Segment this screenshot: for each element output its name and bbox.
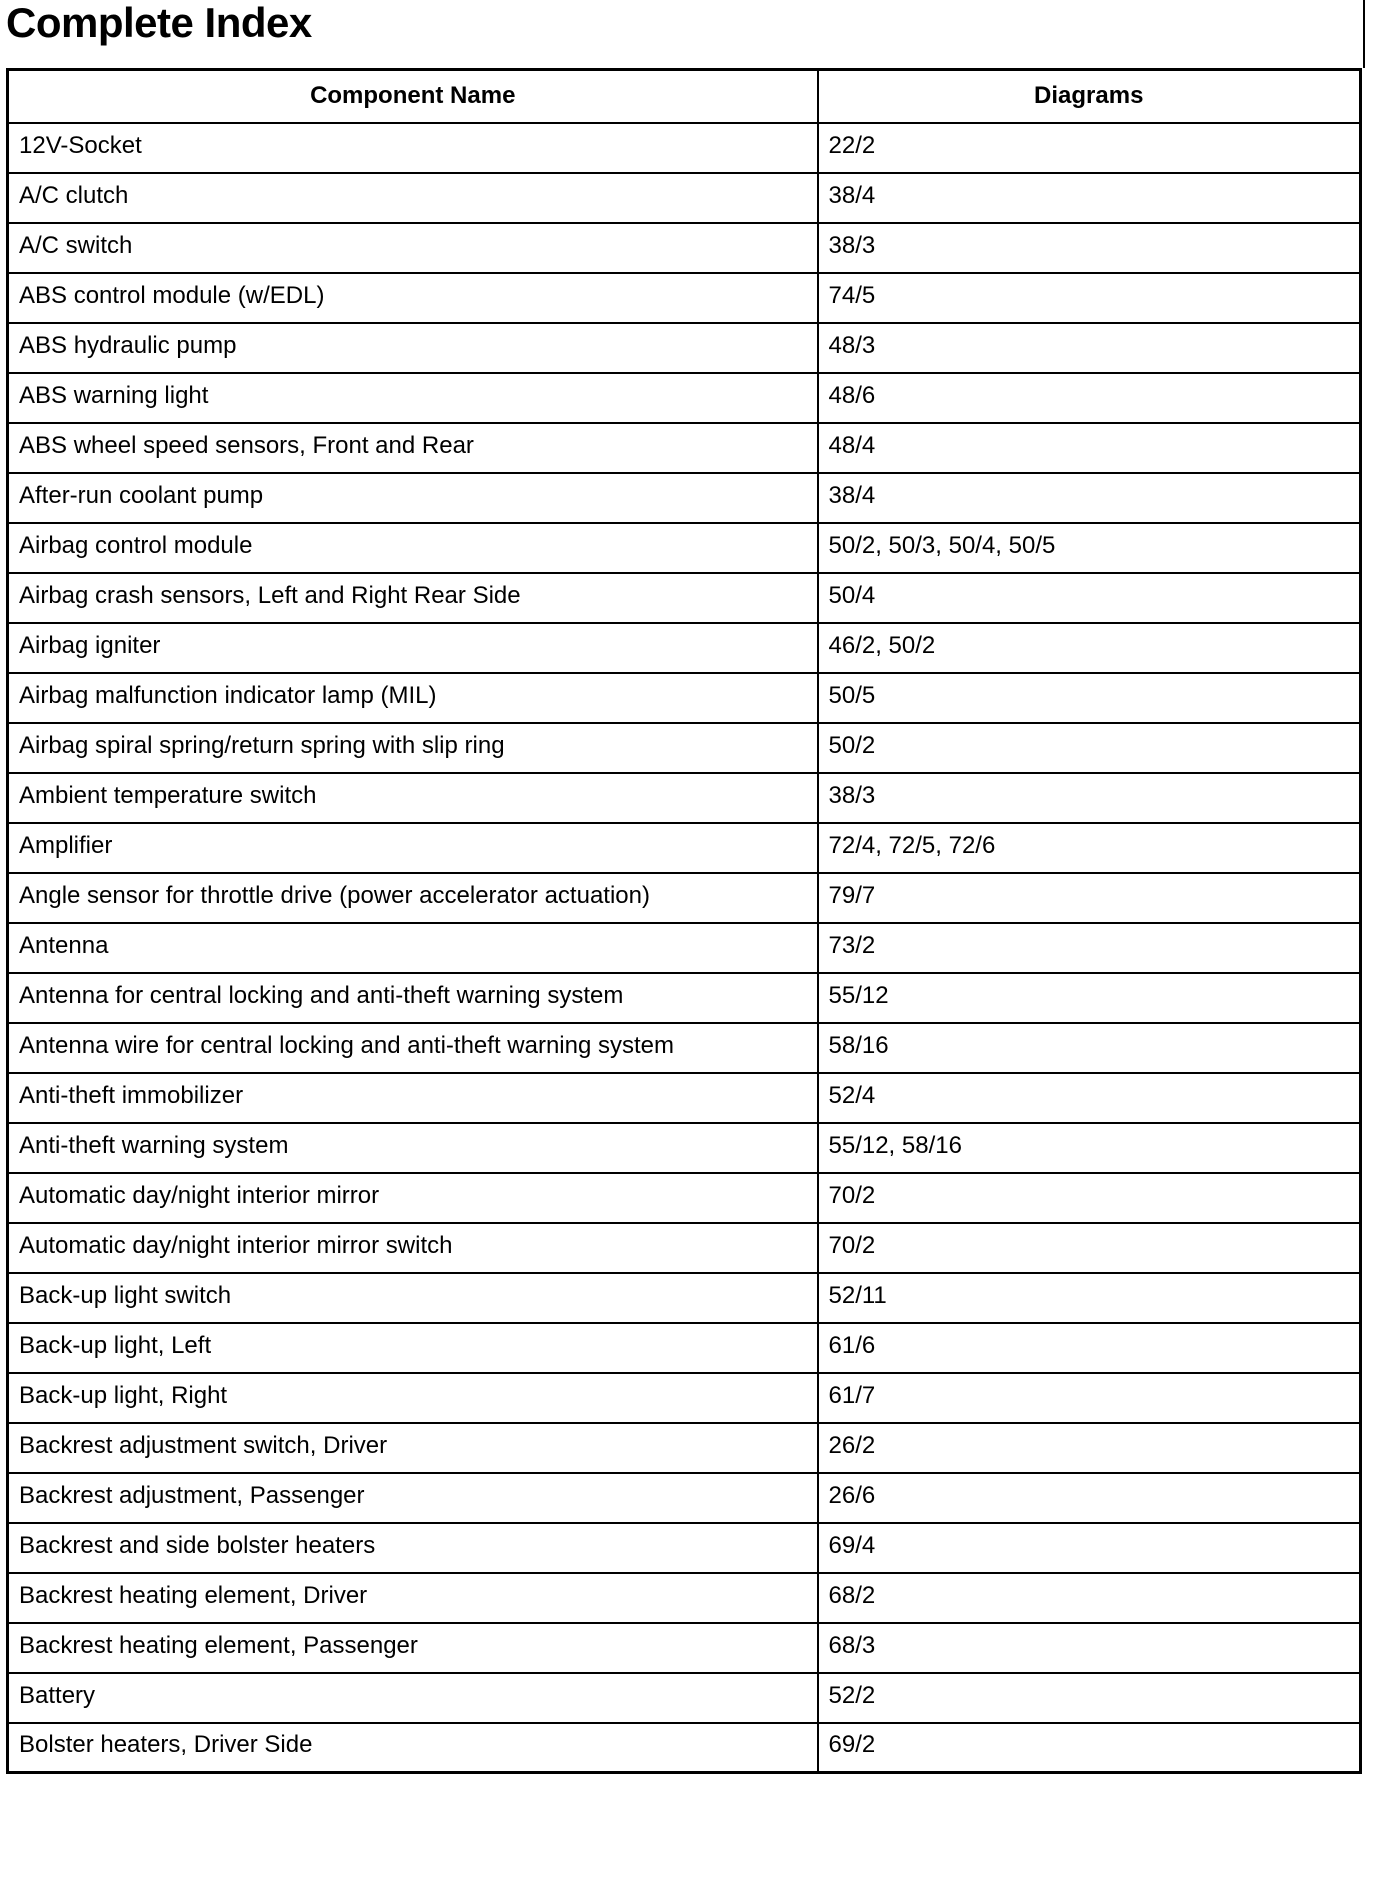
table-row	[8, 673, 1361, 723]
diagrams-cell: 38/3	[818, 773, 1361, 823]
diagrams-cell: 52/2	[818, 1673, 1361, 1723]
diagrams-cell: 48/3	[818, 323, 1361, 373]
component-name-cell: ABS warning light	[8, 373, 818, 423]
column-header-diagrams: Diagrams	[818, 70, 1361, 123]
component-name-cell: Back-up light switch	[8, 1273, 818, 1323]
component-name-cell: After-run coolant pump	[8, 473, 818, 523]
table-row	[8, 1523, 1361, 1573]
component-name-cell: Backrest heating element, Passenger	[8, 1623, 818, 1673]
column-header-component-name: Component Name	[8, 70, 818, 123]
diagrams-cell: 70/2	[818, 1173, 1361, 1223]
table-row	[8, 923, 1361, 973]
component-name-cell: Ambient temperature switch	[8, 773, 818, 823]
table-row	[8, 173, 1361, 223]
component-name-cell: ABS hydraulic pump	[8, 323, 818, 373]
table-row	[8, 423, 1361, 473]
component-index-table	[6, 68, 1362, 1774]
table-row	[8, 1023, 1361, 1073]
component-name-cell: Bolster heaters, Driver Side	[8, 1723, 818, 1773]
component-name-cell: Backrest and side bolster heaters	[8, 1523, 818, 1573]
page-title: Complete Index	[6, 0, 312, 46]
diagrams-cell: 26/2	[818, 1423, 1361, 1473]
table-row	[8, 1573, 1361, 1623]
table-row	[8, 1373, 1361, 1423]
table-row	[8, 1423, 1361, 1473]
table-row	[8, 1623, 1361, 1673]
diagrams-cell: 50/5	[818, 673, 1361, 723]
table-row	[8, 273, 1361, 323]
component-name-cell: ABS control module (w/EDL)	[8, 273, 818, 323]
component-name-cell: Airbag spiral spring/return spring with slip ring	[8, 723, 818, 773]
table-row	[8, 373, 1361, 423]
table-row	[8, 1073, 1361, 1123]
diagrams-cell: 52/4	[818, 1073, 1361, 1123]
component-name-cell: Backrest adjustment, Passenger	[8, 1473, 818, 1523]
table-row	[8, 1273, 1361, 1323]
diagrams-cell: 50/2	[818, 723, 1361, 773]
component-name-cell: Automatic day/night interior mirror switch	[8, 1223, 818, 1273]
component-name-cell: Back-up light, Left	[8, 1323, 818, 1373]
page-edge-line	[1363, 0, 1365, 68]
diagrams-cell: 50/4	[818, 573, 1361, 623]
component-name-cell: Antenna	[8, 923, 818, 973]
component-name-cell: Backrest heating element, Driver	[8, 1573, 818, 1623]
diagrams-cell: 55/12, 58/16	[818, 1123, 1361, 1173]
diagrams-cell: 38/3	[818, 223, 1361, 273]
component-name-cell: A/C clutch	[8, 173, 818, 223]
table-row	[8, 1323, 1361, 1373]
table-body	[8, 123, 1361, 1773]
table-row	[8, 123, 1361, 173]
component-name-cell: Airbag control module	[8, 523, 818, 573]
component-name-cell: Back-up light, Right	[8, 1373, 818, 1423]
diagrams-cell: 50/2, 50/3, 50/4, 50/5	[818, 523, 1361, 573]
table-row	[8, 1173, 1361, 1223]
diagrams-cell: 68/3	[818, 1623, 1361, 1673]
diagrams-cell: 61/7	[818, 1373, 1361, 1423]
diagrams-cell: 72/4, 72/5, 72/6	[818, 823, 1361, 873]
diagrams-cell: 58/16	[818, 1023, 1361, 1073]
component-name-cell: Airbag crash sensors, Left and Right Rear Side	[8, 573, 818, 623]
diagrams-cell: 79/7	[818, 873, 1361, 923]
table-row	[8, 873, 1361, 923]
diagrams-cell: 69/4	[818, 1523, 1361, 1573]
component-name-cell: Amplifier	[8, 823, 818, 873]
component-name-cell: A/C switch	[8, 223, 818, 273]
component-name-cell: Antenna wire for central locking and anti-theft warning system	[8, 1023, 818, 1073]
table-row	[8, 1123, 1361, 1173]
table-row	[8, 323, 1361, 373]
diagrams-cell: 48/6	[818, 373, 1361, 423]
component-name-cell: Battery	[8, 1673, 818, 1723]
diagrams-cell: 70/2	[818, 1223, 1361, 1273]
table-row	[8, 973, 1361, 1023]
table-row	[8, 573, 1361, 623]
diagrams-cell: 61/6	[818, 1323, 1361, 1373]
diagrams-cell: 69/2	[818, 1723, 1361, 1773]
table-row	[8, 1223, 1361, 1273]
table-row	[8, 223, 1361, 273]
component-name-cell: Antenna for central locking and anti-theft warning system	[8, 973, 818, 1023]
table-row	[8, 523, 1361, 573]
table-row	[8, 723, 1361, 773]
component-name-cell: Backrest adjustment switch, Driver	[8, 1423, 818, 1473]
table-row	[8, 823, 1361, 873]
table-row	[8, 473, 1361, 523]
diagrams-cell: 48/4	[818, 423, 1361, 473]
table-row	[8, 623, 1361, 673]
diagrams-cell: 74/5	[818, 273, 1361, 323]
component-name-cell: Airbag malfunction indicator lamp (MIL)	[8, 673, 818, 723]
component-name-cell: Automatic day/night interior mirror	[8, 1173, 818, 1223]
table-row	[8, 1723, 1361, 1773]
diagrams-cell: 68/2	[818, 1573, 1361, 1623]
diagrams-cell: 46/2, 50/2	[818, 623, 1361, 673]
table-header-row	[8, 70, 1361, 123]
diagrams-cell: 73/2	[818, 923, 1361, 973]
diagrams-cell: 22/2	[818, 123, 1361, 173]
table-row	[8, 1673, 1361, 1723]
component-name-cell: 12V-Socket	[8, 123, 818, 173]
diagrams-cell: 26/6	[818, 1473, 1361, 1523]
diagrams-cell: 38/4	[818, 473, 1361, 523]
component-name-cell: Anti-theft immobilizer	[8, 1073, 818, 1123]
diagrams-cell: 55/12	[818, 973, 1361, 1023]
diagrams-cell: 38/4	[818, 173, 1361, 223]
component-name-cell: Angle sensor for throttle drive (power accelerator actuation)	[8, 873, 818, 923]
diagrams-cell: 52/11	[818, 1273, 1361, 1323]
component-name-cell: Anti-theft warning system	[8, 1123, 818, 1173]
table-row	[8, 1473, 1361, 1523]
component-name-cell: ABS wheel speed sensors, Front and Rear	[8, 423, 818, 473]
component-name-cell: Airbag igniter	[8, 623, 818, 673]
table-row	[8, 773, 1361, 823]
